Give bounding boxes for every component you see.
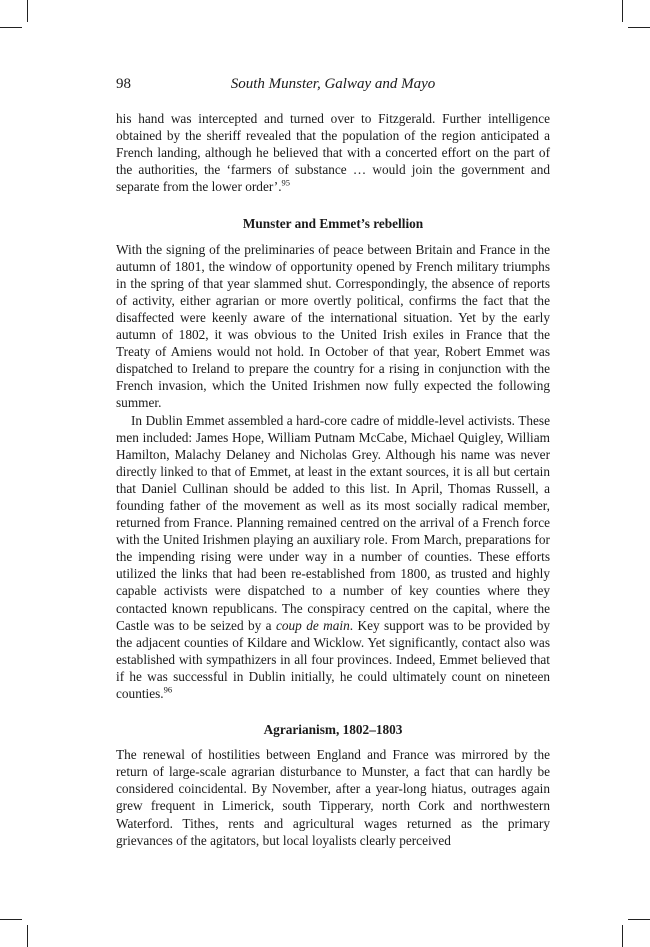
paragraph-text: In Dublin Emmet assembled a hard-core cadre of middle-level activists. These men included: James Hope, William Putnam McCabe, Michael Quigley, William Hamilton, Malachy Delaney and Nicholas Grey. Although his name was never directly linked to that of Emmet, at least in the extant sources, it is all but certain that Daniel Cullinan should be added to this list. In April, Thomas Russell, a founding father of the movement as well as its most socially radical member, returned from France. Planning remained centred on the arrival of a French force with the United Irishmen playing an auxiliary role. From March, preparations for the impending rising were under way in a number of counties. These efforts utilized the links that had been re-established from 1800, as trusted and highly capable activists were dispatched to a number of key counties where they contacted known republicans. The conspiracy centred on the capital, where the Castle was to be seized by a [116, 412, 550, 633]
page-body [116, 110, 550, 849]
paragraph-text: . Key support was to be provided by the adjacent counties of Kildare and Wicklow. Yet significantly, contact also was established with sympathizers in all four provinces. Indeed, Emmet believed that if he was successful in Dublin initially, he could ultimately count on nineteen counties. [116, 617, 550, 701]
paragraph-continued [116, 110, 550, 195]
paragraph-renewal-hostilities: The renewal of hostilities between England and France was mirrored by the return of large-scale agrarian disturbance to Munster, a fact that can hardly be considered coincidental. By November, after a year-long hiatus, outrages again grew frequent in Limerick, south Tipperary, north Cork and northwestern Waterford. Tithes, rents and agricultural wages returned as the primary grievances of the agitators, but local loyalists clearly perceived [116, 747, 550, 848]
section-heading-munster: Munster and Emmet’s rebellion [242, 216, 424, 232]
crop-mark-top-right [622, 0, 623, 22]
paragraph-dublin-cadre [116, 412, 550, 703]
running-head: South Munster, Galway and Mayo [230, 76, 436, 92]
italic-phrase: coup de main [275, 617, 350, 633]
section-heading-agrarianism: Agrarianism, 1802–1803 [263, 722, 403, 738]
crop-mark-bottom-right-h [628, 919, 650, 920]
footnote-ref-95: 95 [281, 177, 291, 188]
paragraph-text: his hand was intercepted and turned over to Fitzgerald. Further intelligence obtained by the sheriff revealed that the population of the region anticipated a French landing, although he believed that with a concerted effort on the part of the authorities, the ‘farmers of substance … would join the government and separate from the lower order’. [116, 111, 550, 195]
page-header [116, 76, 550, 98]
crop-mark-top-right-h [628, 27, 650, 28]
crop-mark-bottom-right [622, 925, 623, 947]
paragraph-peace-preliminaries: With the signing of the preliminaries of peace between Britain and France in the autumn of 1801, the window of opportunity opened by French military triumphs in the spring of that year slammed shut. Correspondingly, the absence of reports of activity, either agrarian or more overtly political, confirms the fact that the disaffected were keenly aware of the international situation. Yet by the early autumn of 1802, it was obvious to the United Irish exiles in France that the Treaty of Amiens would not hold. In October of that year, Robert Emmet was dispatched to Ireland to prepare the country for a rising in conjunction with the French invasion, which the United Irishmen now fully expected the following summer. [116, 241, 550, 411]
crop-mark-top-left-h [0, 27, 22, 28]
crop-mark-bottom-left [27, 925, 28, 947]
crop-mark-top-left [27, 0, 28, 22]
crop-mark-bottom-left-h [0, 919, 22, 920]
page-number: 98 [116, 76, 131, 92]
footnote-ref-96: 96 [163, 684, 173, 695]
